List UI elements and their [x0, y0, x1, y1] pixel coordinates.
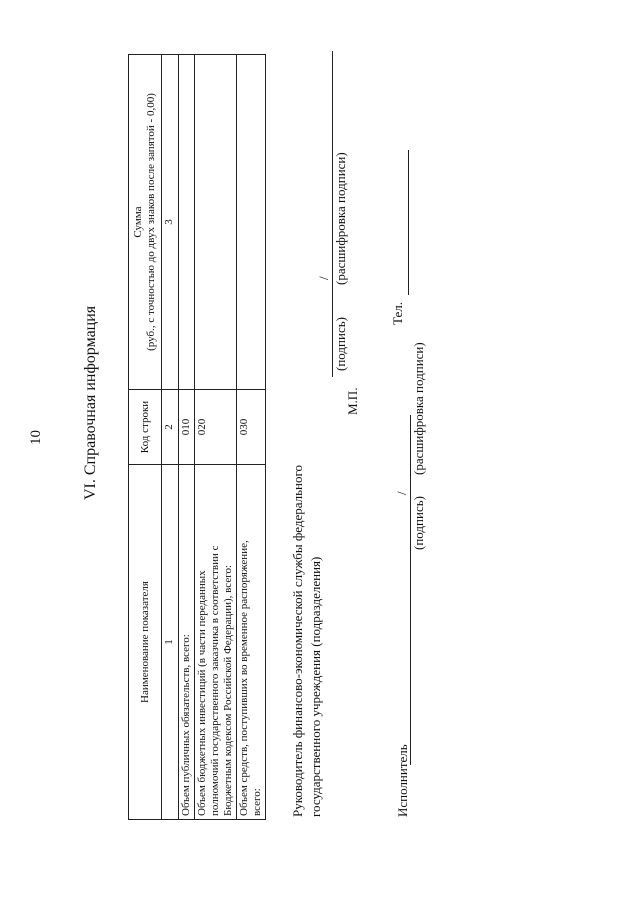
page-number: 10 — [28, 430, 44, 445]
stamp-mp: М.П. — [345, 387, 360, 415]
column-number-3: 3 — [162, 55, 179, 390]
phone-line — [408, 150, 409, 295]
header-sum-title: Сумма — [132, 206, 144, 238]
table-row — [195, 55, 237, 820]
phone-label: Тел. — [390, 302, 405, 325]
column-number-2: 2 — [162, 390, 179, 465]
reference-table — [128, 54, 266, 820]
head-transcript-label: (расшифровка подписи) — [333, 152, 348, 285]
head-title-line2: государственного учреждения (подразделения) — [308, 556, 323, 817]
header-line-code: Код строки — [129, 390, 162, 465]
table-row — [237, 55, 266, 820]
head-title-line1: Руководитель финансово-экономической службы федерального — [290, 464, 305, 817]
table-row — [179, 55, 195, 820]
row-code: 010 — [179, 390, 195, 465]
row-sum — [237, 55, 266, 390]
row-sum — [179, 55, 195, 390]
row-indicator-name: Объем средств, поступивших во временное распоряжение, всего: — [237, 465, 266, 820]
row-code: 030 — [237, 390, 266, 465]
executor-signature-label: (подпись) — [411, 496, 426, 550]
section-title: VI. Справочная информация — [82, 305, 99, 500]
executor-title: Исполнитель — [395, 744, 410, 817]
row-indicator-name: Объем публичных обязательств, всего: — [179, 465, 195, 820]
head-signature-label: (подпись) — [333, 317, 348, 371]
header-sum-subtitle: (руб., с точностью до двух знаков после запятой - 0,00) — [145, 93, 157, 351]
head-slash: / — [316, 276, 331, 280]
executor-slash: / — [394, 491, 409, 495]
header-indicator-name: Наименование показателя — [129, 465, 162, 820]
row-code: 020 — [195, 390, 237, 465]
column-number-1: 1 — [162, 465, 179, 820]
row-sum — [195, 55, 237, 390]
row-indicator-name: Объем бюджетных инвестиций (в части переданных полномочий государственного заказчика в соответствии с Бюджетным кодексом Российской Федерации), всего: — [195, 465, 237, 820]
executor-transcript-label: (расшифровка подписи) — [411, 342, 426, 475]
header-sum — [129, 55, 162, 390]
